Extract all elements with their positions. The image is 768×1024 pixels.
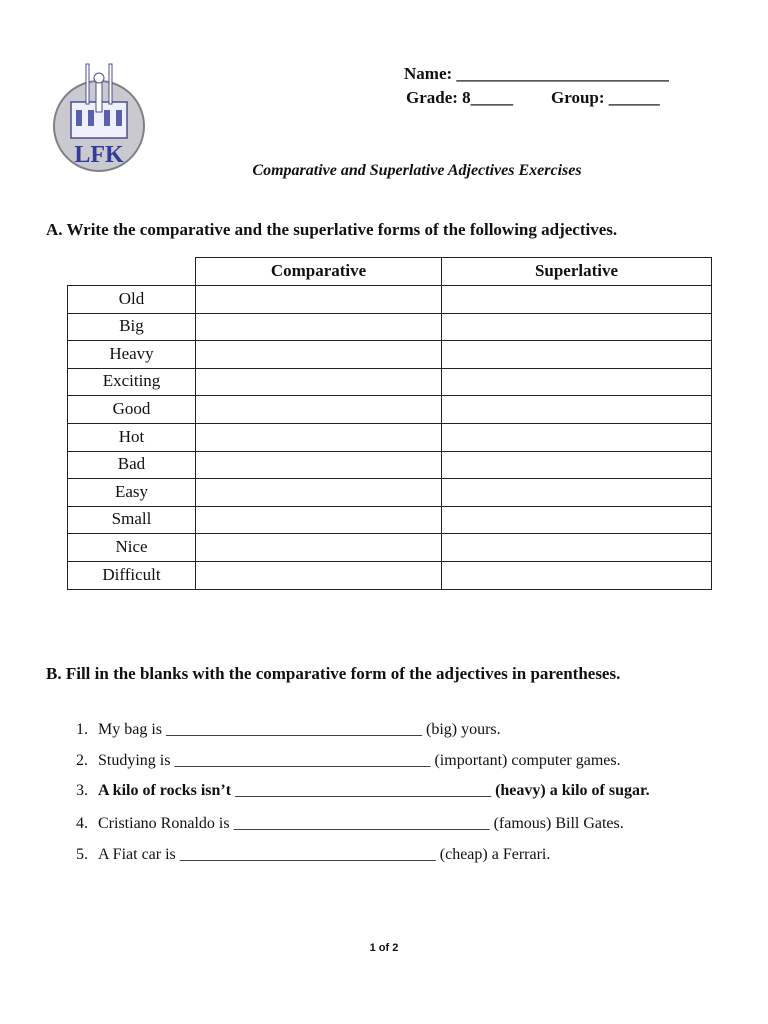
adjective-label: Easy	[67, 478, 196, 507]
column-header-superlative: Superlative	[441, 257, 712, 286]
section-b-heading: B. Fill in the blanks with the comparative form of the adjectives in parentheses.	[46, 664, 621, 683]
item-number: 3.	[76, 782, 88, 799]
item-number: 4.	[76, 815, 88, 832]
page-number: 1 of 2	[369, 942, 399, 954]
comparative-answer-cell[interactable]	[195, 561, 442, 590]
comparative-answer-cell[interactable]	[195, 340, 442, 369]
comparative-answer-cell[interactable]	[195, 285, 442, 314]
answer-blank[interactable]: ________________________________	[233, 815, 490, 832]
superlative-answer-cell[interactable]	[441, 395, 712, 424]
item-text-after: (big) yours.	[422, 721, 501, 738]
comparative-answer-cell[interactable]	[195, 395, 442, 424]
item-number: 5.	[76, 846, 88, 863]
grade-field[interactable]: Grade: 8_____	[406, 88, 514, 107]
comparative-answer-cell[interactable]	[195, 368, 442, 396]
item-text-after: (famous) Bill Gates.	[489, 815, 624, 832]
comparative-answer-cell[interactable]	[195, 313, 442, 341]
item-text-before: My bag is	[98, 721, 166, 738]
comparative-answer-cell[interactable]	[195, 451, 442, 479]
school-logo-emblem	[52, 56, 146, 178]
superlative-answer-cell[interactable]	[441, 368, 712, 396]
item-text-after: (important) computer games.	[430, 752, 621, 769]
item-text-before: Cristiano Ronaldo is	[98, 815, 234, 832]
adjective-label: Good	[67, 395, 196, 424]
adjective-label: Hot	[67, 423, 196, 452]
adjective-label: Bad	[67, 451, 196, 479]
exercise-item	[68, 764, 650, 800]
adjective-label: Old	[67, 285, 196, 314]
comparative-answer-cell[interactable]	[195, 423, 442, 452]
item-number: 2.	[76, 752, 88, 769]
item-text-before: A Fiat car is	[98, 846, 180, 863]
item-text-after: (cheap) a Ferrari.	[435, 846, 551, 863]
adjective-label: Nice	[67, 533, 196, 562]
item-number: 1.	[76, 721, 88, 738]
adjective-label: Heavy	[67, 340, 196, 369]
superlative-answer-cell[interactable]	[441, 340, 712, 369]
superlative-answer-cell[interactable]	[441, 285, 712, 314]
superlative-answer-cell[interactable]	[441, 313, 712, 341]
item-text-before: Studying is	[98, 752, 175, 769]
group-field[interactable]: Group: ______	[551, 88, 660, 107]
answer-blank[interactable]: ________________________________	[235, 782, 492, 799]
svg-text:LFK: LFK	[74, 142, 124, 168]
superlative-answer-cell[interactable]	[441, 478, 712, 507]
exercise-item	[68, 828, 550, 864]
answer-blank[interactable]: ________________________________	[174, 752, 431, 769]
answer-blank[interactable]: ________________________________	[166, 721, 422, 738]
item-text-after: (heavy) a kilo of sugar.	[491, 782, 650, 799]
name-field[interactable]: Name: _________________________	[404, 64, 669, 83]
superlative-answer-cell[interactable]	[441, 423, 712, 452]
superlative-answer-cell[interactable]	[441, 506, 712, 534]
comparative-answer-cell[interactable]	[195, 533, 442, 562]
comparative-answer-cell[interactable]	[195, 506, 442, 534]
superlative-answer-cell[interactable]	[441, 451, 712, 479]
adjective-label: Difficult	[67, 561, 196, 590]
column-header-comparative: Comparative	[195, 257, 442, 286]
superlative-answer-cell[interactable]	[441, 561, 712, 590]
superlative-answer-cell[interactable]	[441, 533, 712, 562]
answer-blank[interactable]: ________________________________	[179, 846, 436, 863]
item-text-before: A kilo of rocks isn’t	[98, 782, 236, 799]
school-logo	[52, 56, 146, 178]
comparative-answer-cell[interactable]	[195, 478, 442, 507]
adjective-label: Exciting	[67, 368, 196, 396]
adjective-label: Big	[67, 313, 196, 341]
section-a-heading: A. Write the comparative and the superlative forms of the following adjectives.	[46, 220, 618, 239]
adjective-label: Small	[67, 506, 196, 534]
worksheet-title: Comparative and Superlative Adjectives Exercises	[252, 162, 582, 179]
